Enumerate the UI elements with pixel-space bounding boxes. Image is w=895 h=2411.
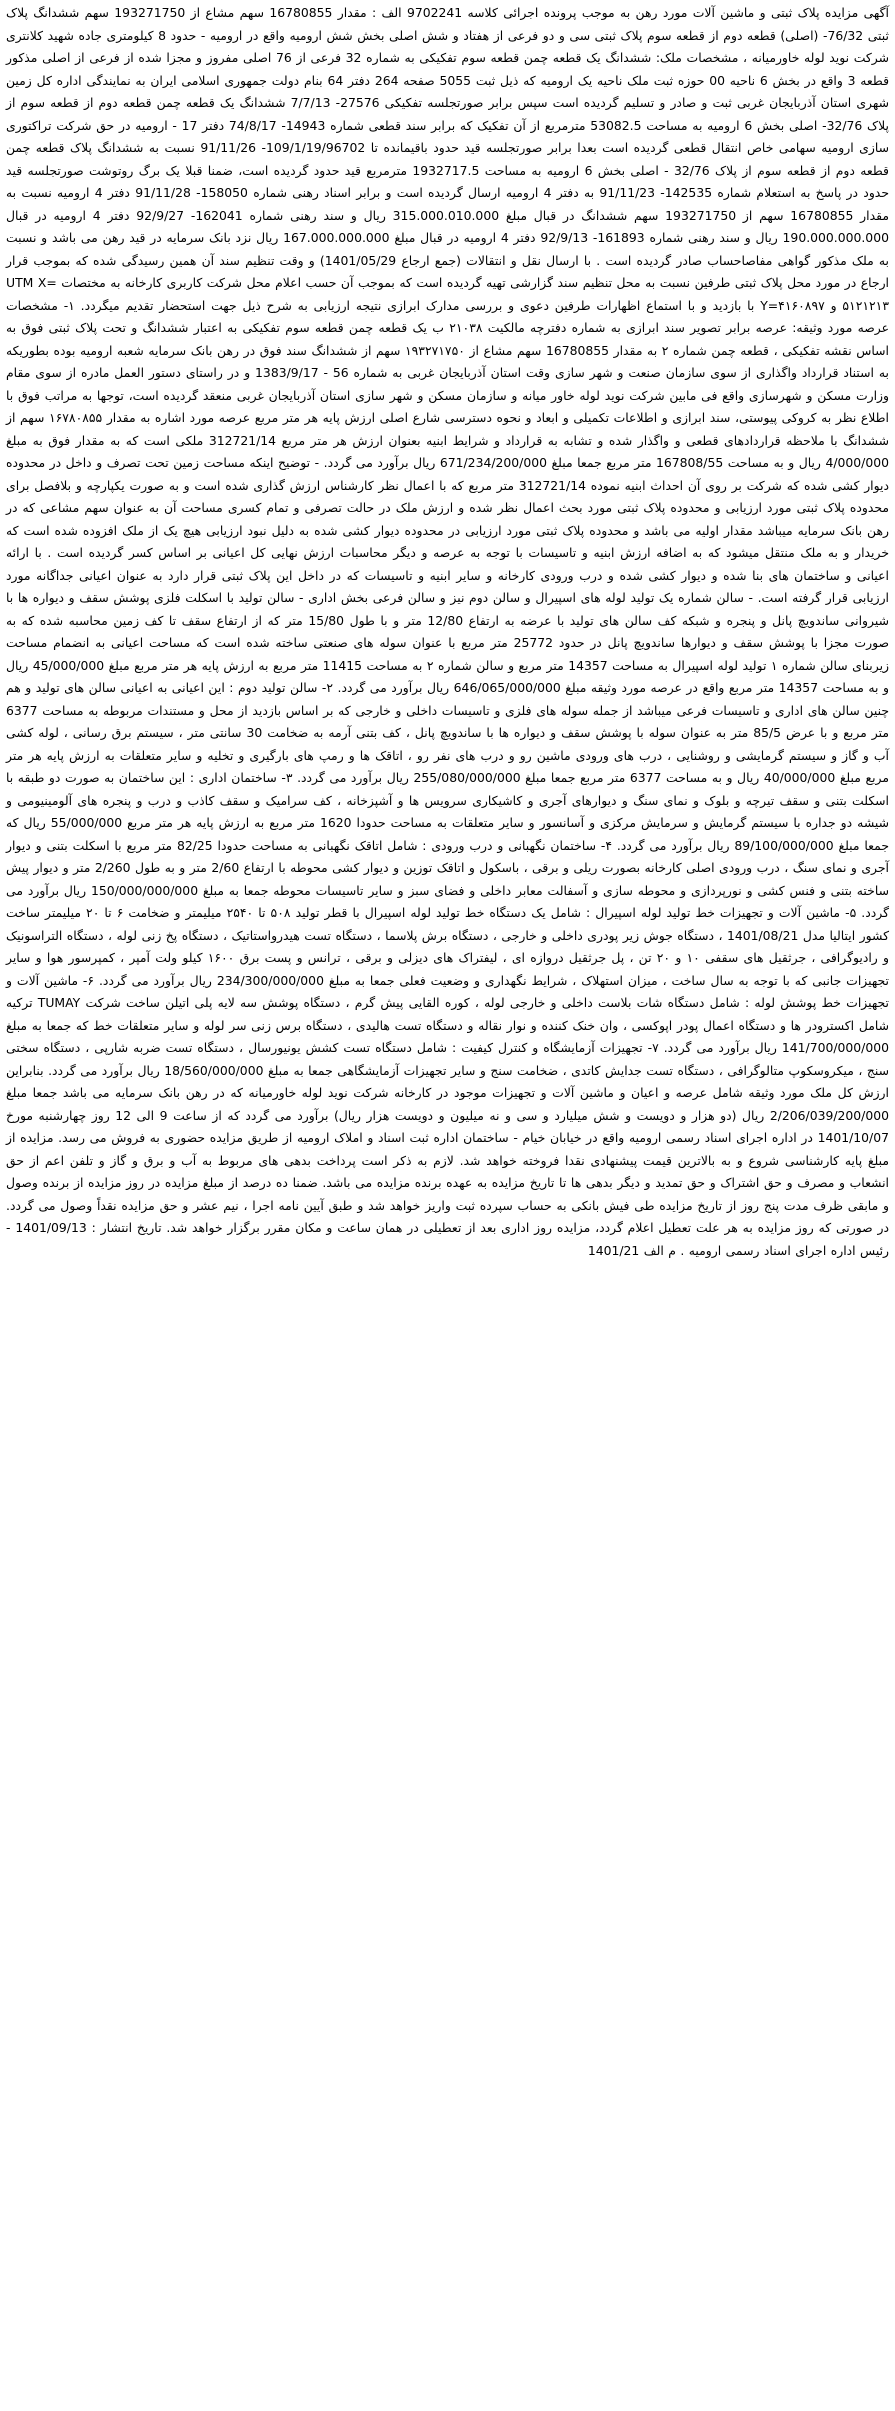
notice-body-text: آگهی مزایده پلاک ثبتی و ماشین آلات مورد رهن به موجب پرونده اجرائی کلاسه 9702241 الف : مقدار 16780855 سهم مشاع از 193271750 سهم ششدانگ پلاک ثبتی 76/32- (اصلی) قطعه دوم از قطعه سوم پلاک ثبتی سی و دو فرعی از هفتاد و شش اصلی بخش شش ارومیه واقع در ارومیه - حدود 8 کیلومتری جاده شهید کلانتری شرکت نوید لوله خاورمیانه ، مشخصات ملک: ششدانگ یک قطعه چمن قطعه سوم تفکیکی به شماره 32 فرعی از 76 اصلی مفروز و مجزا شده از فرعی از اصلی مذکور قطعه 3 واقع در بخش 6 ناحیه 00 حوزه ثبت ملک ناحیه یک ارومیه که ذیل ثبت 5055 صفحه 264 دفتر 64 بنام دولت جمهوری اسلامی ایران به نمایندگی اداره کل زمین شهری استان آذربایجان غربی ثبت و صادر و تسلیم گردیده است سپس برابر صورتجلسه تفکیکی 27576- 7/7/13 ششدانگ یک قطعه چمن قطعه دوم از قطعه سوم از پلاک 32/76- اصلی بخش 6 ارومیه به مساحت 53082.5 مترمربع از آن تفکیک که برابر سند قطعی شماره 14943- 74/8/17 دفتر 17 - ارومیه در حق شرکت تراکتوری سازی ارومیه سهامی خاص انتقال قطعی گردیده است بعدا برابر صورتجلسه قید حدود باقیمانده تا 109/1/19/96702- 91/11/26 نسبت به ششدانگ پلاک قطعه چمن قطعه دوم از قطعه سوم از پلاک 32/76 - اصلی بخش 6 ارومیه به مساحت 1932717.5 مترمربع قید حدود گردیده است، ضمنا قبلا یک برگ روتوشت صورتجلسه قید حدود در پاسخ به استعلام شماره 142535- 91/11/23 به دفتر 4 ارومیه ارسال گردیده است و برابر اسناد رهنی شماره 158050- 91/11/28 دفتر 4 ارومیه نسبت به مقدار 16780855 سهم از 193271750 سهم ششدانگ در قبال مبلغ 315.000.010.000 ریال و سند رهنی شماره 162041- 92/9/27 دفتر 4 ارومیه در قبال 190.000.000.000 ریال و سند رهنی شماره 161893- 92/9/13 دفتر 4 ارومیه در قبال مبلغ 167.000.000.000 ریال نزد بانک سرمایه در قید رهن می باشد و نسبت به ملک مذکور گواهی مفاصاحساب صادر گردیده است . با ارسال نقل و انتقالات (جمع ارجاع 1401/05/29) و وقت تنظیم سند آن همین رسیدگی شده که بموجب قرار ارجاع در مورد محل پلاک ثبتی طرفین نسبت به محل تنظیم سند گزارشی تهیه گردیده است که بموجب آن حسب اعلام محل شرکت کاربری کارخانه به مختصات UTM X= ۵۱۲۱۲۱۳ و ۴۱۶۰۸۹۷=Y با بازدید و با استماع اظهارات طرفین دعوی و بررسی مدارک ابرازی نتیجه ارزیابی به شرح ذیل جهت استحضار تقدیم میگردد. ۱- مشخصات عرصه مورد وثیقه: عرصه برابر تصویر سند ابرازی به شماره دفترچه مالکیت ۲۱۰۳۸ ب یک قطعه چمن قطعه سوم تفکیکی به اعتبار ششدانگ و تحت پلاک ثبتی فوق به اساس نقشه تفکیکی ، قطعه چمن شماره ۲ به مقدار 16780855 سهم مشاع از ۱۹۳۲۷۱۷۵۰ سهم از ششدانگ سند فوق در رهن بانک سرمایه شعبه ارومیه بوده بطوریکه به استناد قرارداد واگذاری از سوی سازمان صنعت و شهر سازی وقت استان آذربایجان غربی به شماره 56 - 1383/9/17 و در راستای دستور العمل مادره از سوی مقام وزارت مسکن و شهرسازی واقع فی مابین شرکت نوید لوله خاور میانه و سازمان مسکن و شهر سازی استان آذربایجان غربی منعقد گردیده است، توجها به مراتب فوق با اطلاع نظر به کروکی پیوستی، سند ابرازی و اطلاعات تکمیلی و ابعاد و نحوه دسترسی شارع اصلی ارزش پایه هر متر مربع عرصه مورد اشاره به مقدار ۱۶۷۸۰۸۵۵ سهم از ششدانگ با ملاحظه قراردادهای قطعی و واگذار شده و تشابه به قرارداد و شرایط ابنیه بعنوان ارزش هر متر مربع 312721/14 ملکی است که به مقدار فوق به مبلغ 4/000/000 ریال و به مساحت 167808/55 متر مربع جمعا مبلغ 671/234/200/000 ریال برآورد می گردد. - توضیح اینکه مساحت زمین تحت تصرف و داخل در محدوده دیوار کشی شده که شرکت بر روی آن احداث ابنیه نموده 312721/14 متر مربع که با اعمال نظر کارشناس ارزش گذاری شده است و به صورت یکپارچه و بلافصل برای محدوده پلاک ثبتی مورد ارزیابی و محدوده پلاک ثبتی مورد بحث اعمال نظر شده و ارزش ملک در حالت تصرفی و تمام کسری مساحت آن به عنوان سهم مشاعی که در رهن بانک سرمایه میباشد مقدار اولیه می باشد و محدوده پلاک ثبتی مورد ارزیابی در محدوده دیوار کشی شده به دلیل نبود ارزیابی هیچ یک از ملک افزوده شده است که خریدار و به ملک منتقل میشود که به اضافه ارزش ابنیه و تاسیسات با توجه به عرصه و دیگر محاسبات ارزش نهایی کل اعیانی بر اساس کسر گردیده است . با ارائه اعیانی و ساختمان های بنا شده و دیوار کشی شده و درب ورودی کارخانه و سایر ابنیه و تاسیسات که در داخل این پلاک ثبتی قرار دارد به عنوان اعیانی جداگانه مورد ارزیابی قرار گرفته است. - سالن شماره یک تولید لوله های اسپیرال و سالن دوم نیز و سالن فرعی بخش اداری - سالن تولید با اسکلت فلزی پوشش سقف و دیواره ها با شیروانی ساندویچ پانل و پنجره و شبکه کف سالن های تولید با عرضه به ارتفاع 12/80 متر و با طول 15/80 متر که از ارتفاع سقف تا کف زمین محاسبه شده که به صورت مجزا با پوشش سقف و دیوارها ساندویچ پانل در حدود 25772 متر مربع با عنوان سوله های صنعتی ساخته شده است که مساحت اعیانی به انضمام مساحت زیربنای سالن شماره ۱ تولید لوله اسپیرال به مساحت 14357 متر مربع و سالن شماره ۲ به مساحت 11415 متر مربع به ارزش پایه هر متر مربع مبلغ 45/000/000 ریال و به مساحت 14357 متر مربع واقع در عرصه مورد وثیقه مبلغ 646/065/000/000 ریال برآورد می گردد. ۲- سالن تولید دوم : این اعیانی به اعیانی سالن های تولید و هم چنین سالن های اداری و تاسیسات فرعی میباشد از جمله سوله های فلزی و تاسیسات داخلی و خارجی که بر اساس بازدید از محل و مستندات مربوطه به مساحت 6377 متر مربع و با عرض 85/5 متر به عنوان سوله با پوشش سقف و دیواره ها با ساندویچ پانل ، کف بتنی آرمه به ضخامت 30 سانتی متر ، سیستم برق رسانی ، لوله کشی آب و گاز و سیستم گرمایشی و روشنایی ، درب های ورودی ماشین رو و درب های نفر رو ، اتاقک ها و رمپ های بارگیری و تخلیه و سایر متعلقات به ارزش پایه هر متر مربع مبلغ 40/000/000 ریال و به مساحت 6377 متر مربع جمعا مبلغ 255/080/000/000 ریال برآورد می گردد. ۳- ساختمان اداری : این ساختمان به صورت دو طبقه با اسکلت بتنی و سقف تیرچه و بلوک و نمای سنگ و دیوارهای آجری و کاشیکاری سرویس ها و آشپزخانه ، کف سرامیک و سقف کاذب و درب و پنجره های آلومینیومی و شیشه دو جداره با سیستم گرمایش و سرمایش مرکزی و آسانسور و سایر متعلقات به مساحت حدودا 1620 متر مربع به ارزش پایه هر متر مربع 55/000/000 ریال که جمعا مبلغ 89/100/000/000 ریال برآورد می گردد. ۴- ساختمان نگهبانی و درب ورودی : شامل اتاقک نگهبانی به مساحت حدودا 82/25 متر مربع با اسکلت بتنی و دیوار آجری و نمای سنگ ، درب ورودی اصلی کارخانه بصورت ریلی و برقی ، باسکول و اتاقک توزین و دیوار کشی محوطه با ارتفاع 2/60 متر و به طول 2/260 متر و دیوار پیش ساخته بتنی و فنس کشی و نورپردازی و محوطه سازی و آسفالت معابر داخلی و فضای سبز و سایر تاسیسات محوطه جمعا به مبلغ 150/000/000/000 ریال برآورد می گردد. ۵- ماشین آلات و تجهیزات خط تولید لوله اسپیرال : شامل یک دستگاه خط تولید لوله اسپیرال با قطر تولید ۵۰۸ تا ۲۵۴۰ میلیمتر و ضخامت ۶ تا ۲۰ میلیمتر ساخت کشور ایتالیا مدل 1401/08/21 ، دستگاه جوش زیر پودری داخلی و خارجی ، دستگاه برش پلاسما ، دستگاه تست هیدرواستاتیک ، دستگاه پخ زنی لوله ، دستگاه التراسونیک و رادیوگرافی ، جرثقیل های سقفی ۱۰ و ۲۰ تن ، پل جرثقیل دروازه ای ، لیفتراک های دیزلی و برقی ، ترانس و پست برق ۱۶۰۰ کیلو ولت آمپر ، کمپرسور هوا و سایر تجهیزات جانبی که با توجه به سال ساخت ، میزان استهلاک ، شرایط نگهداری و وضعیت فعلی جمعا به مبلغ 234/300/000/000 ریال برآورد می گردد. ۶- ماشین آلات و تجهیزات خط پوشش لوله : شامل دستگاه شات بلاست داخلی و خارجی لوله ، کوره القایی پیش گرم ، دستگاه پوشش سه لایه پلی اتیلن ساخت شرکت TUMAY ترکیه شامل اکسترودر ها و دستگاه اعمال پودر اپوکسی ، وان خنک کننده و نوار نقاله و دستگاه تست هالیدی ، دستگاه برس زنی سر لوله و سایر متعلقات خط که جمعا به مبلغ 141/700/000/000 ریال برآورد می گردد. ۷- تجهیزات آزمایشگاه و کنترل کیفیت : شامل دستگاه تست کشش یونیورسال ، دستگاه تست ضربه شارپی ، دستگاه سختی سنج ، میکروسکوپ متالوگرافی ، دستگاه تست جدایش کاتدی ، ضخامت سنج و سایر تجهیزات آزمایشگاهی جمعا به مبلغ 18/560/000/000 ریال برآورد می گردد. بنابراین ارزش کل ملک مورد وثیقه شامل عرصه و اعیان و ماشین آلات و تجهیزات موجود در کارخانه شرکت نوید لوله خاورمیانه که در رهن بانک سرمایه می باشد جمعا مبلغ 2/206/039/200/000 ریال (دو هزار و دویست و شش میلیارد و سی و نه میلیون و دویست هزار ریال) برآورد می گردد که از ساعت 9 الی 12 روز چهارشنبه مورخ 1401/10/07 در اداره اجرای اسناد رسمی ارومیه واقع در خیابان خیام - ساختمان اداره ثبت اسناد و املاک ارومیه از طریق مزایده حضوری به فروش می رسد. مزایده از مبلغ پایه کارشناسی شروع و به بالاترین قیمت پیشنهادی نقدا فروخته خواهد شد. لازم به ذکر است پرداخت بدهی های مربوط به آب و برق و گاز و تلفن اعم از حق انشعاب و مصرف و حق اشتراک و حق تمدید و دیگر بدهی ها تا تاریخ مزایده به عهده برنده مزایده می باشد. ضمنا ده درصد از مبلغ مزایده در روز مزایده از برنده وصول و مابقی ظرف مدت پنج روز از تاریخ مزایده طی فیش بانکی به حساب سپرده ثبت واریز خواهد شد و طبق آیین نامه اجرا ، نیم عشر و حق مزایده نقداً وصول می گردد. در صورتی که روز مزایده به هر علت تعطیل اعلام گردد، مزایده روز اداری بعد از تعطیلی در همان ساعت و مکان مقرر برگزار خواهد شد. تاریخ انتشار : 1401/09/13 - رئیس اداره اجرای اسناد رسمی ارومیه . م الف 1401/21 [6, 5, 890, 1258]
